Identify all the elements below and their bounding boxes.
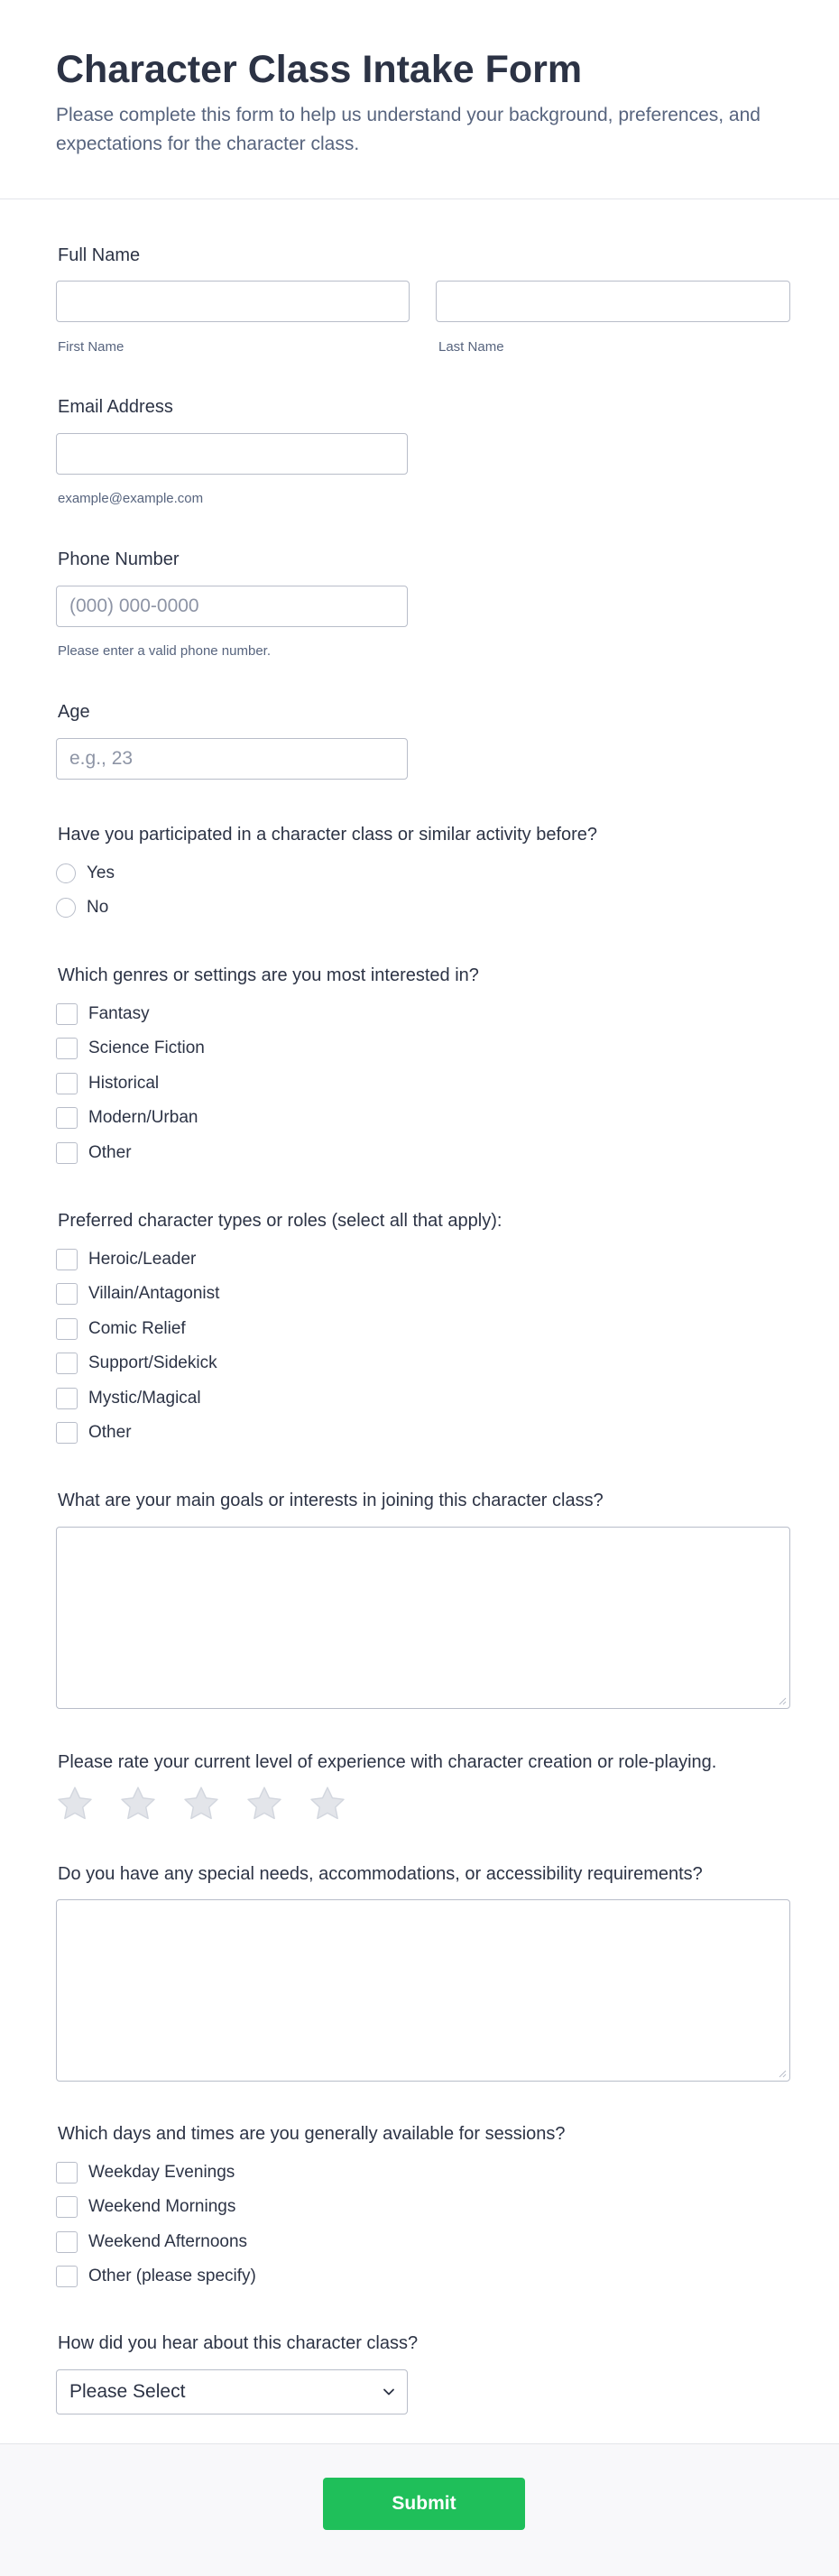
genre-option-fantasy[interactable]: Fantasy xyxy=(56,1002,150,1026)
checkbox[interactable] xyxy=(56,1318,78,1340)
star-icon[interactable] xyxy=(309,1785,346,1823)
role-option-support-sidekick[interactable]: Support/Sidekick xyxy=(56,1352,217,1375)
age-label: Age xyxy=(58,702,90,722)
genre-option-other[interactable]: Other xyxy=(56,1141,132,1165)
form-title: Character Class Intake Form xyxy=(56,48,583,91)
participated-option-no[interactable]: No xyxy=(56,896,108,919)
form-header xyxy=(0,0,839,199)
last-name-sublabel: Last Name xyxy=(438,339,504,355)
rating-label: Please rate your current level of experience with character creation or role-playing. xyxy=(58,1752,717,1772)
availability-option-weekday-evenings[interactable]: Weekday Evenings xyxy=(56,2161,235,2184)
star-icon[interactable] xyxy=(119,1785,157,1823)
star-icon[interactable] xyxy=(245,1785,283,1823)
first-name-input[interactable] xyxy=(56,281,410,322)
email-sublabel: example@example.com xyxy=(58,491,204,506)
checkbox[interactable] xyxy=(56,2231,78,2253)
checkbox[interactable] xyxy=(56,1353,78,1374)
email-input[interactable] xyxy=(56,433,408,475)
checkbox[interactable] xyxy=(56,1142,78,1164)
checkbox[interactable] xyxy=(56,1107,78,1129)
special-needs-label: Do you have any special needs, accommodations, or accessibility requirements? xyxy=(58,1864,703,1884)
genre-option-historical[interactable]: Historical xyxy=(56,1072,159,1095)
availability-option-weekend-afternoons[interactable]: Weekend Afternoons xyxy=(56,2230,247,2254)
star-icon[interactable] xyxy=(56,1785,94,1823)
availability-option-other[interactable]: Other (please specify) xyxy=(56,2265,256,2288)
referral-select[interactable] xyxy=(56,2369,408,2414)
genre-option-modern-urban[interactable]: Modern/Urban xyxy=(56,1106,198,1130)
form-footer xyxy=(0,2443,839,2576)
email-label: Email Address xyxy=(58,397,173,417)
roles-label: Preferred character types or roles (select all that apply): xyxy=(58,1211,502,1231)
resize-grip-icon[interactable] xyxy=(778,1696,787,1705)
role-option-mystic-magical[interactable]: Mystic/Magical xyxy=(56,1387,201,1410)
phone-sublabel: Please enter a valid phone number. xyxy=(58,643,271,659)
goals-textarea[interactable] xyxy=(56,1527,790,1709)
form-subtitle: Please complete this form to help us understand your background, preferences, and expectations for the character class. xyxy=(56,105,761,154)
availability-label: Which days and times are you generally available for sessions? xyxy=(58,2124,566,2144)
phone-label: Phone Number xyxy=(58,549,180,569)
last-name-input[interactable] xyxy=(436,281,790,322)
resize-grip-icon[interactable] xyxy=(778,2069,787,2078)
star-icon[interactable] xyxy=(182,1785,220,1823)
checkbox[interactable] xyxy=(56,1283,78,1305)
participated-option-yes[interactable]: Yes xyxy=(56,862,115,885)
role-option-other[interactable]: Other xyxy=(56,1421,132,1445)
referral-select-value: Please Select xyxy=(69,2381,186,2402)
special-needs-textarea[interactable] xyxy=(56,1899,790,2082)
first-name-sublabel: First Name xyxy=(58,339,124,355)
genres-label: Which genres or settings are you most interested in? xyxy=(58,965,479,985)
checkbox[interactable] xyxy=(56,1388,78,1409)
referral-label: How did you hear about this character class? xyxy=(58,2333,419,2353)
rating-stars xyxy=(56,1785,372,1823)
radio-button[interactable] xyxy=(56,863,76,883)
availability-option-weekend-mornings[interactable]: Weekend Mornings xyxy=(56,2195,235,2219)
checkbox[interactable] xyxy=(56,1249,78,1270)
chevron-down-icon xyxy=(382,2385,396,2399)
genre-option-science-fiction[interactable]: Science Fiction xyxy=(56,1037,205,1060)
checkbox[interactable] xyxy=(56,2162,78,2184)
phone-input[interactable] xyxy=(56,586,408,627)
checkbox[interactable] xyxy=(56,1073,78,1094)
role-option-heroic-leader[interactable]: Heroic/Leader xyxy=(56,1248,196,1271)
checkbox[interactable] xyxy=(56,2266,78,2287)
checkbox[interactable] xyxy=(56,2196,78,2218)
role-option-villain-antagonist[interactable]: Villain/Antagonist xyxy=(56,1282,219,1306)
checkbox[interactable] xyxy=(56,1003,78,1025)
role-option-comic-relief[interactable]: Comic Relief xyxy=(56,1317,186,1341)
radio-button[interactable] xyxy=(56,898,76,918)
submit-button[interactable]: Submit xyxy=(323,2478,525,2530)
age-input[interactable] xyxy=(56,738,408,780)
checkbox[interactable] xyxy=(56,1422,78,1444)
goals-label: What are your main goals or interests in joining this character class? xyxy=(58,1491,604,1510)
checkbox[interactable] xyxy=(56,1038,78,1059)
participated-label: Have you participated in a character class or similar activity before? xyxy=(58,825,598,845)
full-name-label: Full Name xyxy=(58,245,141,265)
